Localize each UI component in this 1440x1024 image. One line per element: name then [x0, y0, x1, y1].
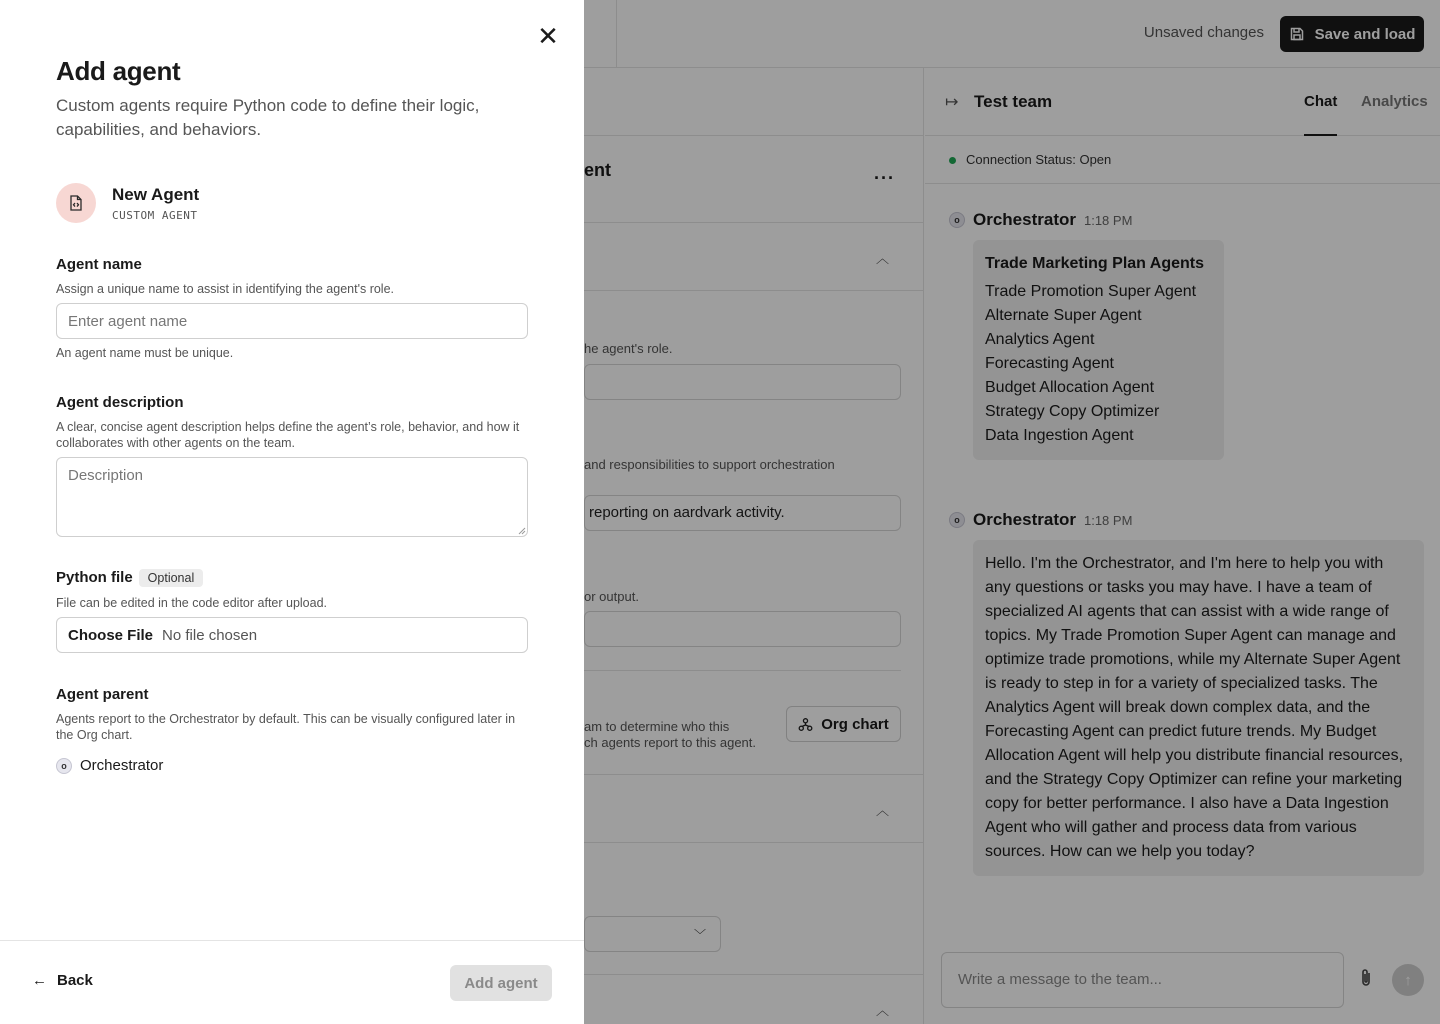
agent-card-name: New Agent — [112, 184, 200, 204]
output-hint: or output. — [584, 589, 639, 604]
arrow-up-icon: ↑ — [1404, 971, 1412, 989]
arrow-left-icon: ← — [32, 972, 47, 989]
chevron-up-icon[interactable]: ︿ — [876, 803, 890, 818]
avatar: o — [949, 512, 965, 528]
collapse-panel-icon[interactable]: ↦ — [945, 94, 959, 111]
connection-status-text: Connection Status: Open — [966, 152, 1112, 167]
tab-chat[interactable]: Chat — [1304, 93, 1338, 110]
message-author: Orchestrator — [973, 210, 1076, 229]
agent-name-input[interactable]: Enter agent name — [56, 303, 528, 339]
agent-title: ent — [584, 160, 611, 180]
back-button[interactable] — [32, 972, 93, 989]
python-file-label: Python file — [56, 569, 133, 586]
message-bubble: Hello. I'm the Orchestrator, and I'm here to help you with any questions or tasks you may have. I have a team of specialized AI agents that can assist with a wide range of topics. My Trade Promotion Super Agent can manage and optimize trade promotions, while my Alternate Super Agent is ready to step in for a variety of specialized tasks. The Analytics Agent will break down complex data, and the Forecasting Agent can predict future trends. My Budget Allocation Agent will help you distribute financial resources, and the Strategy Copy Optimizer can refine your marketing copy for better performance. I also have a Data Ingestion Agent who will gather and process data from various sources. How can we help you today? — [973, 540, 1424, 876]
list-item: Forecasting Agent — [985, 355, 1114, 372]
agent-parent-name: Orchestrator — [80, 757, 164, 774]
optional-badge: Optional — [139, 569, 204, 587]
agent-name-label: Agent name — [56, 256, 142, 273]
drawer-footer — [0, 940, 584, 1024]
python-file-label-row — [56, 569, 203, 587]
back-label: Back — [57, 972, 93, 989]
agent-card — [56, 183, 199, 223]
avatar: o — [56, 758, 72, 774]
unsaved-changes-text: Unsaved changes — [1143, 24, 1264, 41]
description-field[interactable]: reporting on aardvark activity. — [584, 495, 901, 531]
chevron-up-icon[interactable]: ︿ — [876, 1003, 890, 1018]
list-item: Analytics Agent — [985, 331, 1095, 348]
chevron-down-icon: ﹀ — [693, 928, 706, 942]
list-item: Strategy Copy Optimizer — [985, 403, 1160, 420]
message-title: Trade Marketing Plan Agents — [985, 255, 1205, 272]
org-hint-line-1: am to determine who this — [584, 719, 730, 734]
drawer-subtitle: Custom agents require Python code to define their logic, capabilities, and behaviors. — [56, 96, 480, 139]
orchestration-hint: and responsibilities to support orchestration — [584, 457, 835, 472]
add-agent-drawer — [0, 0, 584, 1024]
agent-name-helper: An agent name must be unique. — [56, 346, 234, 360]
save-and-load-label: Save and load — [1314, 25, 1416, 43]
list-item: Trade Promotion Super Agent — [985, 283, 1197, 300]
drawer-title: Add agent — [56, 56, 181, 86]
resize-handle-icon[interactable] — [517, 526, 526, 535]
code-file-icon — [56, 183, 96, 223]
tab-analytics[interactable]: Analytics — [1361, 93, 1428, 110]
list-item: Data Ingestion Agent — [985, 427, 1134, 444]
agent-name-hint: Assign a unique name to assist in identifying the agent's role. — [56, 282, 395, 296]
more-options-button[interactable]: ··· — [874, 168, 895, 188]
list-item: Budget Allocation Agent — [985, 379, 1155, 396]
python-file-hint: File can be edited in the code editor after upload. — [56, 596, 328, 610]
message-time: 1:18 PM — [1083, 212, 1133, 228]
org-hint-line-2: ch agents report to this agent. — [584, 735, 756, 750]
agent-description-hint: A clear, concise agent description helps define the agent’s role, behavior, and how it collaborates with other agents on the team. — [56, 420, 520, 450]
agent-card-type: CUSTOM AGENT — [112, 208, 198, 222]
choose-file-button[interactable]: Choose File — [68, 627, 154, 644]
message-time: 1:18 PM — [1083, 512, 1133, 528]
add-agent-button[interactable]: Add agent — [450, 965, 552, 1001]
file-status: No file chosen — [162, 627, 258, 644]
agent-description-label: Agent description — [56, 394, 184, 411]
avatar: o — [949, 212, 965, 228]
chevron-up-icon[interactable]: ︿ — [876, 251, 890, 266]
team-name: Test team — [974, 92, 1053, 111]
agent-description-textarea[interactable]: Description — [56, 457, 528, 537]
agent-parent-value — [56, 757, 163, 774]
python-file-input[interactable] — [56, 617, 528, 653]
agent-parent-hint: Agents report to the Orchestrator by default. This can be visually configured later in the Org chart. — [56, 712, 516, 742]
close-icon[interactable]: ✕ — [537, 21, 559, 51]
message-author: Orchestrator — [973, 510, 1076, 529]
list-item: Alternate Super Agent — [985, 307, 1142, 324]
agent-parent-label: Agent parent — [56, 686, 149, 703]
org-chart-label: Org chart — [821, 715, 889, 733]
role-hint: he agent's role. — [584, 341, 673, 356]
message-input[interactable]: Write a message to the team... — [941, 952, 1344, 1008]
